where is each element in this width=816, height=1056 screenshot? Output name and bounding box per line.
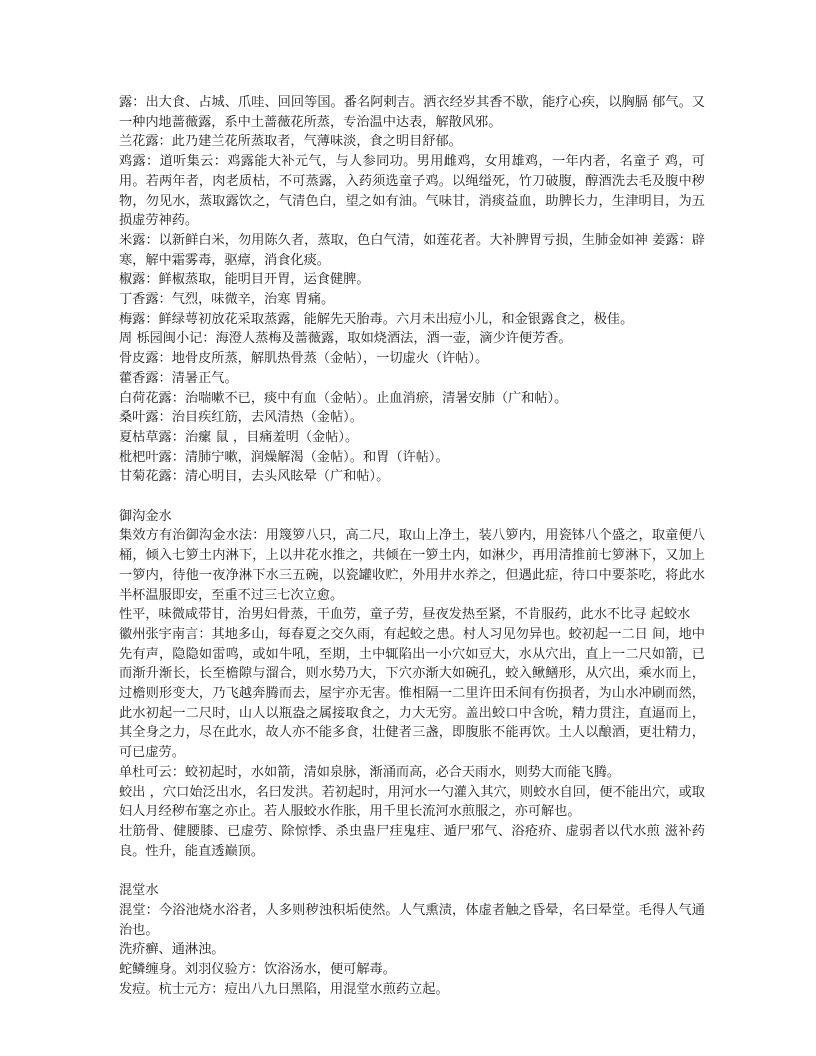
paragraph: 蛟出 ，穴口始泛出水，名曰发洪。若初起时，用河水一勺灌入其穴，则蛟水自回，便不能出穴，或取妇人月经秽布塞之亦止。若人服蛟水作胀，用千里长流河水煎服之，亦可解也。 xyxy=(119,784,705,820)
paragraph: 夏枯草露：治瘰 鼠 ，目痛羞明（金帖）。 xyxy=(119,429,359,445)
paragraph: 洗疥癣、通淋浊。 xyxy=(119,942,225,958)
paragraph: 混堂：今浴池烧水浴者，人多则秽浊积垢使然。人气熏渍，体虚者触之昏晕，名曰晕堂。毛得人气通治也。 xyxy=(119,902,705,938)
paragraph: 壮筋骨、健腰膝、已虚劳、除惊悸、杀虫蛊尸疰鬼疰、遁尸邪气、浴疮疥、虚弱者以代水煎 滋补药良。性升，能直透巅顶。 xyxy=(119,824,705,859)
paragraph: 米露：以新鲜白米，勿用陈久者，蒸取，色白气清，如莲花者。大补脾胃亏损，生肺金如神 姜露：辟寒，解中霜雾毒，驱瘴，消食化痰。 xyxy=(119,232,705,268)
paragraph: 性平，味微咸带甘，治男妇骨蒸，干血劳，童子劳，昼夜发热至紧，不肯服药，此水不比寻 起蛟水 xyxy=(119,607,691,623)
document-page xyxy=(119,93,705,999)
section-gap xyxy=(119,861,705,881)
paragraph: 藿香露：清暑正气。 xyxy=(119,370,238,386)
paragraph: 兰花露：此乃建兰花所蒸取者，气薄味淡，食之明目舒郁。 xyxy=(119,134,462,150)
paragraph: 桑叶露：治目疾红筋，去风清热（金帖）。 xyxy=(119,410,363,426)
section-herbal-dews xyxy=(119,93,705,487)
section-bathhouse-water xyxy=(119,881,705,999)
paragraph: 椒露：鲜椒蒸取，能明目开胃，运食健脾。 xyxy=(119,272,370,288)
section-gap xyxy=(119,487,705,507)
paragraph: 单杜可云：蛟初起时，水如箭，清如泉脉，渐涌而高，必合天雨水，则势大而能飞腾。 xyxy=(119,764,621,780)
paragraph: 徽州张宇南言：其地多山，每春夏之交久雨，有起蛟之患。村人习见勿异也。蛟初起一二日 间，地中先有声，隐隐如雷鸣，或如牛吼，至期，土中辄陷出一小穴如豆大，水从穴出，直上一二尺如箭，已而渐升渐长，长至檐隙与溜合，则水势乃大，下穴亦渐大如碗孔，蛟入鳅鳝形，从穴出，乘水而上，过檐则形变大，乃飞越奔腾而去，屋宇亦无害。惟相隔一二里许田禾间有伤损者，为山水冲刷而然，此水初起一二尺时，山人以瓶盎之属接取食之，力大无穷。盖出蛟口中含吮，精力贯注，直逼而上，其全身之力，尽在此水，故人亦不能多食，壮健者三盏，即腹胀不能再饮。土人以酿酒，更壮精力，可已虚劳。 xyxy=(119,626,705,761)
paragraph: 白荷花露：治喘嗽不已，痰中有血（金帖）。止血消瘀，清暑安肺（广和帖）。 xyxy=(119,390,568,406)
paragraph: 集效方有治御沟金水法：用篾箩八只，高二尺，取山上净土，装八箩内，用瓷钵八个盛之，取童便八桶，倾入七箩土内淋下，上以井花水推之，共倾在一箩土内，如淋少，再用清推前七箩淋下，又加上一箩内，待他一夜净淋下水三五碗，以瓷罐收贮，外用井水养之，但遇此症，待口中要茶吃，将此水半杯温服即安，至重不过三七次立愈。 xyxy=(119,528,705,603)
paragraph: 发痘。杭士元方：痘出八九日黑陷，用混堂水煎药立起。 xyxy=(119,981,449,997)
paragraph: 周 栎园闽小记：海澄人蒸梅及蔷薇露，取如烧酒法，酒一壶，滴少许便芳香。 xyxy=(119,331,572,347)
paragraph: 丁香露：气烈，味微辛，治寒 胃痛。 xyxy=(119,292,335,308)
paragraph: 鸡露：道听集云：鸡露能大补元气，与人参同功。男用雌鸡，女用雄鸡，一年内者，名童子 鸡，可用。若两年者，肉老质枯，不可蒸露，入药须选童子鸡。以绳缢死，竹刀破腹，醇酒洗去毛及腹中秽物，勿见水，蒸取露饮之，气清色白，望之如有油。气味甘，消痰益血，助脾长力，生津明目，为五损虚劳神药。 xyxy=(119,154,705,229)
paragraph: 甘菊花露：清心明目，去头风眩晕（广和帖）。 xyxy=(119,469,390,485)
paragraph: 骨皮露：地骨皮所蒸，解肌热骨蒸（金帖），一切虚火（许帖）。 xyxy=(119,351,489,367)
paragraph: 枇杷叶露：清肺宁嗽，润燥解渴（金帖）。和胃（许帖）。 xyxy=(119,449,449,465)
section-title: 混堂水 xyxy=(119,883,159,899)
paragraph: 露：出大食、占城、爪哇、回回等国。番名阿剌吉。洒衣经岁其香不歇，能疗心疾，以胸膈 郁气。又一种内地蔷薇露，系中土蔷薇花所蒸，专治温中达表，解散风邪。 xyxy=(119,95,705,130)
section-imperial-ditch-water xyxy=(119,507,705,862)
section-title: 御沟金水 xyxy=(119,508,172,524)
paragraph: 蛇鳞缠身。刘羽仪验方：饮浴汤水，便可解毒。 xyxy=(119,961,396,977)
paragraph: 梅露：鲜绿萼初放花采取蒸露，能解先天胎毒。六月未出痘小儿，和金银露食之，极佳。 xyxy=(119,311,634,327)
